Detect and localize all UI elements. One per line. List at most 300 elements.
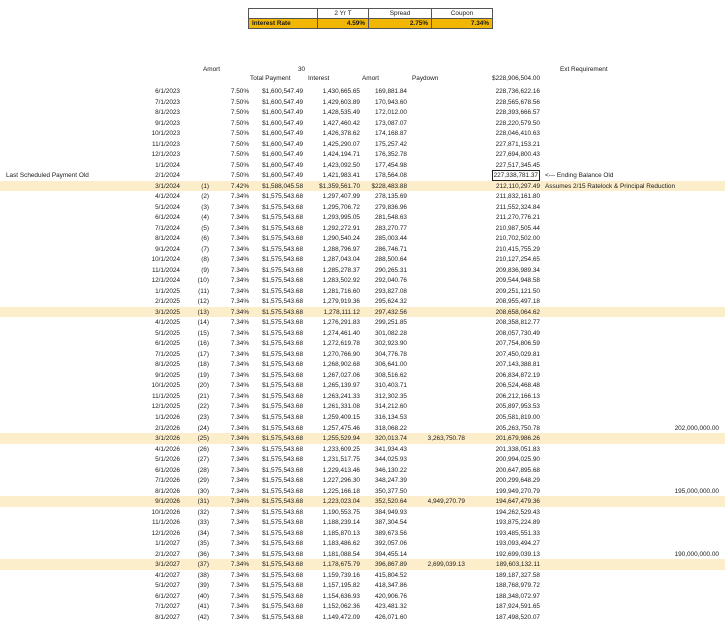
payment-date: 5/1/2026 — [155, 456, 180, 464]
interest-value: 1,279,919.36 — [322, 298, 360, 306]
total-payment-value: $1,575,543.68 — [262, 298, 303, 306]
rate-value: 7.34% — [230, 435, 249, 443]
interest-value: 1,188,239.14 — [322, 519, 360, 527]
payment-date: 10/1/2026 — [151, 508, 180, 516]
payment-date: 6/1/2027 — [155, 592, 180, 600]
payment-date: 8/1/2026 — [155, 487, 180, 495]
ext-requirement-value: 195,000,000.00 — [674, 487, 719, 495]
payment-date: 2/1/2026 — [155, 424, 180, 432]
table-row — [0, 601, 725, 612]
total-payment-value: $1,575,543.68 — [262, 245, 303, 253]
balance-value: 194,262,529.43 — [495, 508, 540, 516]
payment-date: 5/1/2025 — [155, 329, 180, 337]
amort-value: 348,247.39 — [375, 477, 407, 485]
rate-value: 7.34% — [230, 582, 249, 590]
balance-value: 208,358,812.77 — [495, 319, 540, 327]
rate-value: 7.34% — [230, 277, 249, 285]
interest-value: 1,428,535.49 — [322, 109, 360, 117]
rate-value: 7.50% — [230, 88, 249, 95]
interest-value: 1,281,716.60 — [322, 287, 360, 295]
payment-date: 3/1/2027 — [155, 561, 180, 569]
interest-value: 1,159,739.16 — [322, 571, 360, 579]
balance-value: 209,836,989.34 — [495, 266, 540, 274]
amort-value: 292,040.76 — [375, 277, 407, 285]
balance-value: 187,924,591.65 — [495, 603, 540, 611]
rate-value: 7.34% — [230, 308, 249, 316]
total-payment-value: $1,575,543.68 — [262, 571, 303, 579]
rate-value: 7.34% — [230, 392, 249, 400]
payment-date: 9/1/2023 — [155, 119, 180, 127]
amort-value: 384,949.93 — [375, 508, 407, 516]
balance-value: 211,552,324.84 — [496, 203, 540, 211]
interest-value: 1,227,296.30 — [322, 477, 360, 485]
total-payment-value: $1,575,543.68 — [262, 487, 303, 495]
amort-header: Amort — [203, 66, 221, 73]
total-payment-value: $1,575,543.68 — [262, 592, 303, 600]
rate-value: 7.34% — [230, 382, 249, 390]
balance-value: 207,450,029.81 — [495, 350, 540, 358]
total-payment-value: $1,575,543.68 — [262, 277, 303, 285]
total-payment-value: $1,575,543.68 — [262, 550, 303, 558]
rate-value: 7.34% — [230, 498, 249, 506]
total-payment-value: $1,600,547.49 — [262, 98, 303, 106]
period-number: (12) — [197, 298, 209, 306]
total-payment-value: $1,575,543.68 — [262, 256, 303, 264]
interest-value: 1,265,139.97 — [322, 382, 360, 390]
payment-date: 6/1/2024 — [155, 214, 180, 222]
rate-value: 7.50% — [230, 140, 249, 148]
payment-date: 11/1/2023 — [152, 140, 180, 148]
total-payment-value: $1,600,547.49 — [262, 109, 303, 117]
payment-date: 12/1/2025 — [151, 403, 180, 411]
period-number: (34) — [197, 529, 209, 537]
total-payment-value: $1,600,547.49 — [262, 140, 303, 148]
rate-value: 7.34% — [230, 424, 249, 432]
period-number: (8) — [201, 256, 209, 264]
period-number: (26) — [197, 445, 209, 453]
total-payment-value: $1,575,543.68 — [262, 319, 303, 327]
period-number: (39) — [197, 582, 209, 590]
balance-value: 210,127,254.65 — [495, 256, 540, 264]
rate-value: 7.34% — [230, 613, 249, 621]
rate-value: 7.34% — [230, 413, 249, 421]
total-payment-value: $1,575,543.68 — [262, 435, 303, 443]
rate-header-blank — [249, 9, 318, 19]
interest-value: 1,149,472.09 — [322, 613, 360, 621]
interest-value: 1,293,995.05 — [322, 214, 360, 222]
total-payment-value: $1,575,543.68 — [262, 603, 303, 611]
amort-value: 281,548.63 — [375, 214, 407, 222]
payment-date: 6/1/2025 — [155, 340, 180, 348]
rate-value: 7.42% — [230, 182, 249, 190]
payment-date: 7/1/2023 — [155, 98, 180, 106]
payment-date: 5/1/2024 — [155, 203, 180, 211]
payment-date: 2/1/2024 — [155, 172, 180, 180]
total-payment-value: $1,575,543.68 — [262, 287, 303, 295]
period-number: (30) — [197, 487, 209, 495]
payment-date: 7/1/2026 — [155, 477, 180, 485]
table-row — [0, 265, 725, 276]
period-number: (42) — [197, 613, 209, 621]
payment-date: 3/1/2025 — [155, 308, 180, 316]
amort-value: 312,302.35 — [375, 392, 407, 400]
period-number: (22) — [197, 403, 209, 411]
rate-value: 7.34% — [230, 571, 249, 579]
total-payment-value: $1,575,543.68 — [262, 456, 303, 464]
interest-value: 1,424,194.71 — [322, 151, 360, 159]
rate-value: 7.34% — [230, 519, 249, 527]
rate-value: 7.34% — [230, 203, 249, 211]
balance-value: 188,348,072.97 — [495, 592, 540, 600]
amort-value: 423,481.32 — [375, 603, 407, 611]
balance-value: 227,338,781.37 — [493, 172, 538, 180]
total-payment-value: $1,575,543.68 — [262, 519, 303, 527]
amort-value: 299,251.85 — [375, 319, 407, 327]
balance-value: 200,647,895.68 — [495, 466, 540, 474]
period-number: (10) — [197, 277, 209, 285]
period-number: (31) — [197, 498, 209, 506]
rate-value: 7.50% — [230, 109, 249, 117]
table-row — [0, 275, 725, 286]
balance-value: 208,057,730.49 — [495, 329, 540, 337]
amort-value: 293,827.08 — [375, 287, 407, 295]
interest-value: 1,154,636.93 — [322, 592, 360, 600]
interest-value: 1,233,609.25 — [322, 445, 360, 453]
payment-date: 10/1/2024 — [151, 256, 180, 264]
table-row — [0, 380, 725, 391]
payment-date: 10/1/2025 — [151, 382, 180, 390]
rate-table-values-row — [249, 19, 493, 29]
rate-value: 7.34% — [230, 319, 249, 327]
payment-date: 8/1/2023 — [155, 109, 180, 117]
payment-date: 8/1/2027 — [155, 613, 180, 621]
interest-value: 1,288,796.97 — [322, 245, 360, 253]
balance-value: 206,834,872.19 — [495, 371, 540, 379]
rate-value: 7.34% — [230, 361, 249, 369]
coupon-value: 7.34% — [432, 19, 493, 29]
table-row — [0, 359, 725, 370]
balance-value: 208,955,497.18 — [495, 298, 540, 306]
balance-value: 227,517,345.45 — [495, 161, 540, 169]
payment-date: 3/1/2024 — [155, 182, 180, 190]
period-number: (7) — [201, 245, 209, 253]
amort-value: 304,776.78 — [375, 350, 407, 358]
table-row — [0, 475, 725, 486]
table-row — [0, 496, 725, 507]
table-row — [0, 86, 725, 97]
balance-value: 189,603,132.11 — [496, 561, 540, 569]
total-payment-value: $1,575,543.68 — [262, 466, 303, 474]
period-number: (29) — [197, 477, 209, 485]
interest-value: 1,429,603.89 — [322, 98, 360, 106]
balance-value: 200,994,025.90 — [495, 456, 540, 464]
balance-value: 210,702,502.00 — [495, 235, 540, 243]
interest-value: 1,181,088.54 — [322, 550, 360, 558]
payment-date: 4/1/2025 — [155, 319, 180, 327]
spread-value: 2.75% — [369, 19, 432, 29]
interest-value: 1,425,290.07 — [322, 140, 360, 148]
interest-value: 1,183,486.62 — [322, 540, 360, 548]
amort-value: 396,867.89 — [375, 561, 407, 569]
balance-value: 205,581,819.00 — [495, 413, 540, 421]
table-row — [0, 212, 725, 223]
rate-value: 7.34% — [230, 266, 249, 274]
balance-value: 211,270,776.21 — [496, 214, 540, 222]
payment-date: 1/1/2025 — [155, 287, 180, 295]
interest-value: 1,178,675.79 — [322, 561, 360, 569]
amort-value: 308,516.62 — [375, 371, 407, 379]
interest-rate-table — [248, 8, 493, 29]
total-payment-value: $1,575,543.68 — [262, 308, 303, 316]
payment-date: 7/1/2027 — [155, 603, 180, 611]
amort-value: 352,520.64 — [375, 498, 407, 506]
interest-value: 1,276,291.83 — [322, 319, 360, 327]
rate-value: 7.34% — [230, 298, 249, 306]
amort-value: 387,304.54 — [375, 519, 407, 527]
period-number: (40) — [197, 592, 209, 600]
balance-value: 212,110,297.49 — [496, 182, 540, 190]
amort-value: 302,923.90 — [375, 340, 407, 348]
table-row — [0, 233, 725, 244]
balance-value: 206,212,166.13 — [495, 392, 540, 400]
rate-value: 7.50% — [230, 161, 249, 169]
balance-value: 187,498,520.07 — [495, 613, 540, 621]
table-row — [0, 160, 725, 171]
interest-value: 1,427,460.42 — [322, 119, 360, 127]
period-number: (5) — [201, 224, 209, 232]
period-number: (19) — [197, 371, 209, 379]
rate-value: 7.34% — [230, 214, 249, 222]
period-number: (16) — [197, 340, 209, 348]
payment-date: 4/1/2027 — [155, 571, 180, 579]
amort-value: 418,347.86 — [375, 582, 407, 590]
amort-value: 178,564.08 — [375, 172, 407, 180]
balance-value: 228,220,579.50 — [495, 119, 540, 127]
table-row — [0, 338, 725, 349]
table-row — [0, 181, 725, 192]
paydown-value: 3,263,750.78 — [427, 435, 465, 443]
interest-value: 1,223,023.04 — [322, 498, 360, 506]
table-row — [0, 412, 725, 423]
period-number: (9) — [201, 266, 209, 274]
table-row — [0, 107, 725, 118]
period-number: (32) — [197, 508, 209, 516]
balance-value: 209,251,121.50 — [495, 287, 540, 295]
total-payment-value: $1,575,543.68 — [262, 540, 303, 548]
period-number: (27) — [197, 456, 209, 464]
balance-value: 199,949,270.79 — [495, 487, 540, 495]
payment-date: 9/1/2026 — [155, 498, 180, 506]
table-row — [0, 433, 725, 444]
total-payment-value: $1,575,543.68 — [262, 392, 303, 400]
table-row — [0, 538, 725, 549]
interest-value: $1,359,561.70 — [319, 182, 360, 190]
balance-value: 210,415,755.29 — [495, 245, 540, 253]
amort-value: 394,455.14 — [375, 550, 407, 558]
table-row — [0, 128, 725, 139]
amort-column-header: Amort — [362, 75, 380, 82]
table-row — [0, 454, 725, 465]
amort-value: 392,057.06 — [375, 540, 407, 548]
total-payment-value: $1,600,547.49 — [262, 88, 303, 95]
total-payment-value: $1,575,543.68 — [262, 582, 303, 590]
balance-value: 189,187,327.58 — [495, 571, 540, 579]
amort-value: 170,943.60 — [375, 98, 407, 106]
interest-value: 1,421,983.41 — [322, 172, 360, 180]
period-number: (28) — [197, 466, 209, 474]
interest-value: 1,287,043.04 — [322, 256, 360, 264]
amort-value: 278,135.69 — [375, 193, 407, 201]
rate-value: 7.34% — [230, 403, 249, 411]
period-number: (17) — [197, 350, 209, 358]
rate-value: 7.34% — [230, 550, 249, 558]
payment-date: 12/1/2023 — [151, 151, 180, 159]
total-payment-value: $1,575,543.68 — [262, 424, 303, 432]
amort-value: 341,934.43 — [375, 445, 407, 453]
rate-value: 7.34% — [230, 445, 249, 453]
balance-value: 227,871,153.21 — [495, 140, 540, 148]
amortization-schedule — [0, 86, 725, 622]
rate-value: 7.34% — [230, 540, 249, 548]
amort-value: 301,082.28 — [375, 329, 407, 337]
balance-value: 207,754,806.59 — [495, 340, 540, 348]
table-row — [0, 149, 725, 160]
table-row — [0, 317, 725, 328]
amort-value: 283,270.77 — [375, 224, 407, 232]
amort-value: 175,257.42 — [375, 140, 407, 148]
payment-date: 7/1/2025 — [155, 350, 180, 358]
table-row — [0, 549, 725, 560]
rate-value: 7.34% — [230, 603, 249, 611]
table-row — [0, 202, 725, 213]
payment-date: 5/1/2027 — [155, 582, 180, 590]
amort-value: 344,025.93 — [375, 456, 407, 464]
interest-value: 1,259,409.15 — [322, 413, 360, 421]
interest-value: 1,225,166.18 — [322, 487, 360, 495]
amort-value: 350,377.50 — [375, 487, 407, 495]
period-number: (15) — [197, 329, 209, 337]
balance-value: 208,658,064.62 — [495, 308, 540, 316]
table-row — [0, 580, 725, 591]
period-number: (25) — [197, 435, 209, 443]
period-number: (38) — [197, 571, 209, 579]
period-number: (3) — [201, 203, 209, 211]
amort-value: 320,013.74 — [375, 435, 407, 443]
paydown-value: 2,699,039.13 — [427, 561, 465, 569]
amort-value: 318,068.22 — [375, 424, 407, 432]
amort-value: 346,130.22 — [375, 466, 407, 474]
total-payment-value: $1,600,547.49 — [262, 172, 303, 180]
rate-value: 7.34% — [230, 508, 249, 516]
amort-value: 306,641.00 — [375, 361, 407, 369]
period-number: (18) — [197, 361, 209, 369]
interest-value: 1,267,027.06 — [322, 371, 360, 379]
rate-value: 7.34% — [230, 340, 249, 348]
amort-value: 172,012.00 — [375, 109, 407, 117]
interest-value: 1,270,766.90 — [322, 350, 360, 358]
total-payment-value: $1,575,543.68 — [262, 235, 303, 243]
total-payment-value: $1,575,543.68 — [262, 508, 303, 516]
table-row — [0, 391, 725, 402]
payment-date: 9/1/2024 — [155, 245, 180, 253]
ext-requirement-value: 202,000,000.00 — [674, 424, 719, 432]
payment-date: 8/1/2025 — [155, 361, 180, 369]
interest-value: 1,229,413.46 — [322, 466, 360, 474]
rate-value: 7.34% — [230, 329, 249, 337]
interest-value: 1,292,272.91 — [322, 224, 360, 232]
period-number: (33) — [197, 519, 209, 527]
amort-value: 177,454.98 — [375, 161, 407, 169]
table-row — [0, 370, 725, 381]
amort-value: 420,906.76 — [375, 592, 407, 600]
total-payment-value: $1,575,543.68 — [262, 413, 303, 421]
interest-value: 1,430,665.65 — [322, 88, 360, 95]
initial-balance: $228,906,504.00 — [492, 75, 540, 82]
table-row — [0, 296, 725, 307]
payment-date: 1/1/2024 — [155, 161, 180, 169]
payment-date: 1/1/2026 — [155, 413, 180, 421]
amort-value: 176,352.78 — [375, 151, 407, 159]
amort-value: 426,071.60 — [375, 613, 407, 621]
total-payment-value: $1,575,543.68 — [262, 361, 303, 369]
balance-value: 228,565,678.56 — [495, 98, 540, 106]
rate-value: 7.50% — [230, 98, 249, 106]
period-number: (1) — [201, 182, 209, 190]
total-payment-value: $1,575,543.68 — [262, 371, 303, 379]
paydown-header: Paydown — [412, 75, 439, 82]
payment-date: 8/1/2024 — [155, 235, 180, 243]
total-payment-value: $1,575,543.68 — [262, 382, 303, 390]
amort-value: $228,483.88 — [371, 182, 407, 190]
payment-date: 10/1/2023 — [151, 130, 180, 138]
total-payment-value: $1,575,543.68 — [262, 329, 303, 337]
balance-value: 193,875,224.89 — [495, 519, 540, 527]
total-payment-value: $1,575,543.68 — [262, 350, 303, 358]
rate-value: 7.34% — [230, 477, 249, 485]
interest-value: 1,231,517.75 — [322, 456, 360, 464]
period-number: (2) — [201, 193, 209, 201]
rate-header-coupon: Coupon — [432, 9, 493, 19]
payment-date: 11/1/2024 — [152, 266, 180, 274]
total-payment-value: $1,575,543.68 — [262, 477, 303, 485]
amort-value: 174,168.87 — [375, 130, 407, 138]
interest-value: 1,423,092.50 — [322, 161, 360, 169]
payment-date: 2/1/2027 — [155, 550, 180, 558]
interest-value: 1,297,407.99 — [322, 193, 360, 201]
total-payment-value: $1,575,543.68 — [262, 340, 303, 348]
payment-date: 7/1/2024 — [155, 224, 180, 232]
amort-value: 288,500.64 — [375, 256, 407, 264]
period-number: (14) — [197, 319, 209, 327]
period-number: (20) — [197, 382, 209, 390]
rate-value: 7.34% — [230, 529, 249, 537]
total-payment-value: $1,575,543.68 — [262, 266, 303, 274]
total-payment-value: $1,575,543.68 — [262, 529, 303, 537]
rate-header-spread: Spread — [369, 9, 432, 19]
table-row — [0, 528, 725, 539]
total-payment-value: $1,575,543.68 — [262, 203, 303, 211]
interest-value: 1,261,331.08 — [322, 403, 360, 411]
table-row — [0, 612, 725, 623]
balance-value: 205,263,750.78 — [495, 424, 540, 432]
total-payment-value: $1,600,547.49 — [262, 119, 303, 127]
payment-date: 12/1/2024 — [151, 277, 180, 285]
total-payment-value: $1,575,543.68 — [262, 403, 303, 411]
table-row — [0, 286, 725, 297]
total-payment-value: $1,575,543.68 — [262, 445, 303, 453]
period-number: (13) — [197, 308, 209, 316]
interest-value: 1,255,529.94 — [322, 435, 360, 443]
